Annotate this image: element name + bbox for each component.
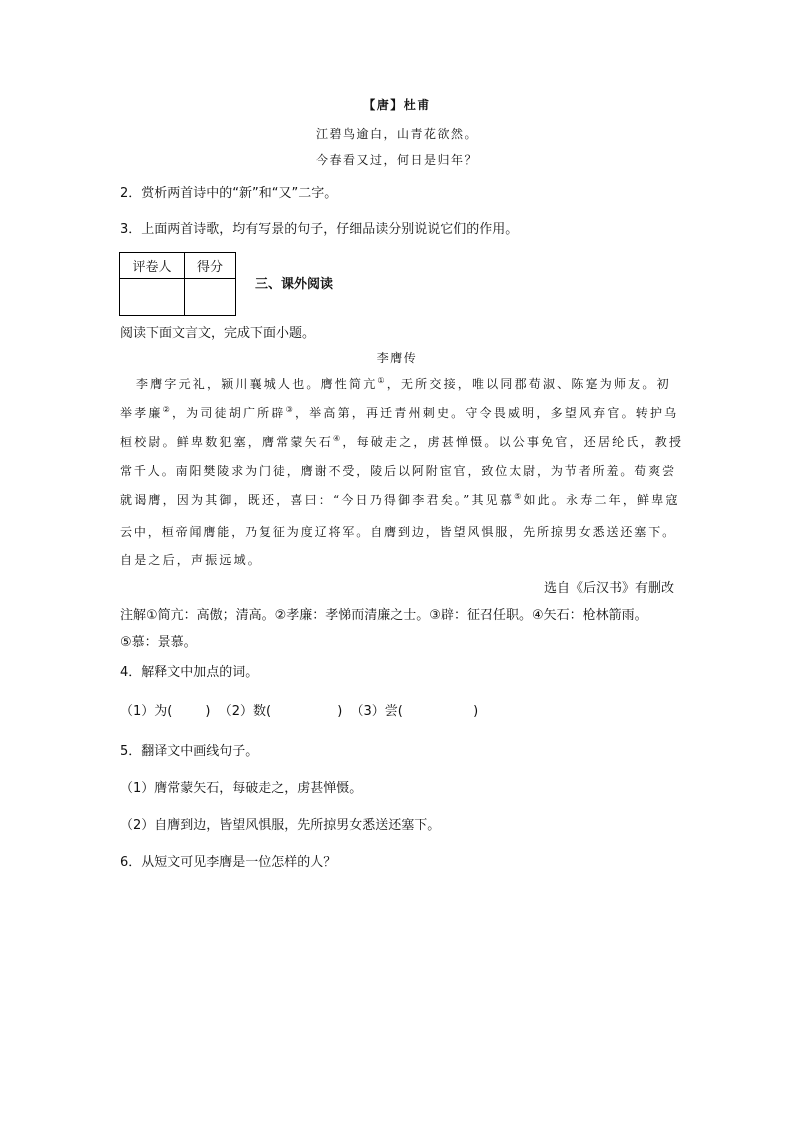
score-table-grader-cell	[120, 279, 185, 316]
score-table-score-header: 得分	[185, 253, 236, 279]
question-4: 4．解释文中加点的词。	[120, 665, 259, 680]
footnote-marker-4: ④	[333, 434, 343, 443]
passage-line-2	[120, 404, 678, 421]
passage-line-1	[136, 375, 671, 392]
poem-author: 【唐】杜甫	[363, 98, 431, 112]
footnote-marker-5: ⑤	[514, 492, 524, 501]
passage-text: 李膺字元礼，颍川襄城人也。膺性简亢	[136, 377, 378, 391]
passage-line-6: 云中，桓帝闻膺能，乃复征为度辽将军。自膺到边，皆望风惧服，先所掠男女悉送还塞下。	[120, 525, 677, 539]
passage-text: 就谒膺，因为其御，既还，喜曰：“今日乃得御李君矣。”其见慕	[120, 493, 515, 507]
reading-instruction: 阅读下面文言文，完成下面小题。	[120, 326, 316, 341]
passage-text: 桓校尉。鲜卑数犯塞，膺常蒙矢石	[120, 435, 334, 449]
poem-line-2: 今春看又过，何日是归年？	[315, 153, 478, 167]
passage-text: ，每破走之，虏甚惮慑。以公事免官，还居纶氏，教授	[342, 435, 684, 449]
passage-line-5	[120, 491, 680, 508]
score-table-score-cell	[185, 279, 236, 316]
question-2: 2．赏析两首诗中的“新”和“又”二字。	[120, 186, 338, 201]
passage-line-7: 自是之后，声振远域。	[120, 553, 263, 567]
passage-text: 举孝廉	[120, 406, 163, 420]
question-3: 3．上面两首诗歌，均有写景的句子，仔细品读分别说说它们的作用。	[120, 222, 519, 237]
question-5-sentence-1: （1）膺常蒙矢石，每破走之，虏甚惮慑。	[120, 781, 363, 796]
question-4-blanks: （1）为( ) （2）数( ) （3）尝( )	[120, 704, 479, 719]
score-table-grader-header: 评卷人	[120, 253, 185, 279]
question-6: 6．从短文可见李膺是一位怎样的人？	[120, 855, 337, 870]
passage-source: 选自《后汉书》有删改	[543, 581, 674, 596]
footnote-marker-1: ①	[377, 376, 387, 385]
passage-text: 如此。永寿二年，鲜卑寇	[523, 493, 680, 507]
footnote-marker-3: ③	[285, 405, 295, 414]
poem-line-1: 江碧鸟逾白，山青花欲然。	[315, 127, 478, 141]
footnotes-line-1: 注解①简亢：高傲；清高。②孝廉：孝悌而清廉之士。③辟：征召任职。④矢石：枪林箭雨。	[120, 608, 648, 623]
score-table	[119, 252, 236, 316]
question-5-sentence-2: （2）自膺到边，皆望风惧服，先所掠男女悉送还塞下。	[120, 818, 441, 833]
passage-title: 李膺传	[376, 351, 418, 365]
section-title: 三、课外阅读	[255, 277, 334, 292]
question-5: 5．翻译文中画线句子。	[120, 744, 259, 759]
footnote-marker-2: ②	[162, 405, 172, 414]
passage-line-4: 常千人。南阳樊陵求为门徒，膺谢不受，陵后以阿附宦官，致位太尉，为节者所羞。荀爽尝	[120, 464, 677, 478]
passage-text: ，举高第，再迁青州刺史。守令畏威明，多望风弃官。转护乌	[294, 406, 679, 420]
passage-line-3	[120, 433, 683, 450]
passage-text: ，为司徒胡广所辟	[171, 406, 286, 420]
footnotes-line-2: ⑤慕：景慕。	[120, 635, 197, 650]
passage-text: ，无所交接，唯以同郡荀淑、陈寔为师友。初	[386, 377, 671, 391]
